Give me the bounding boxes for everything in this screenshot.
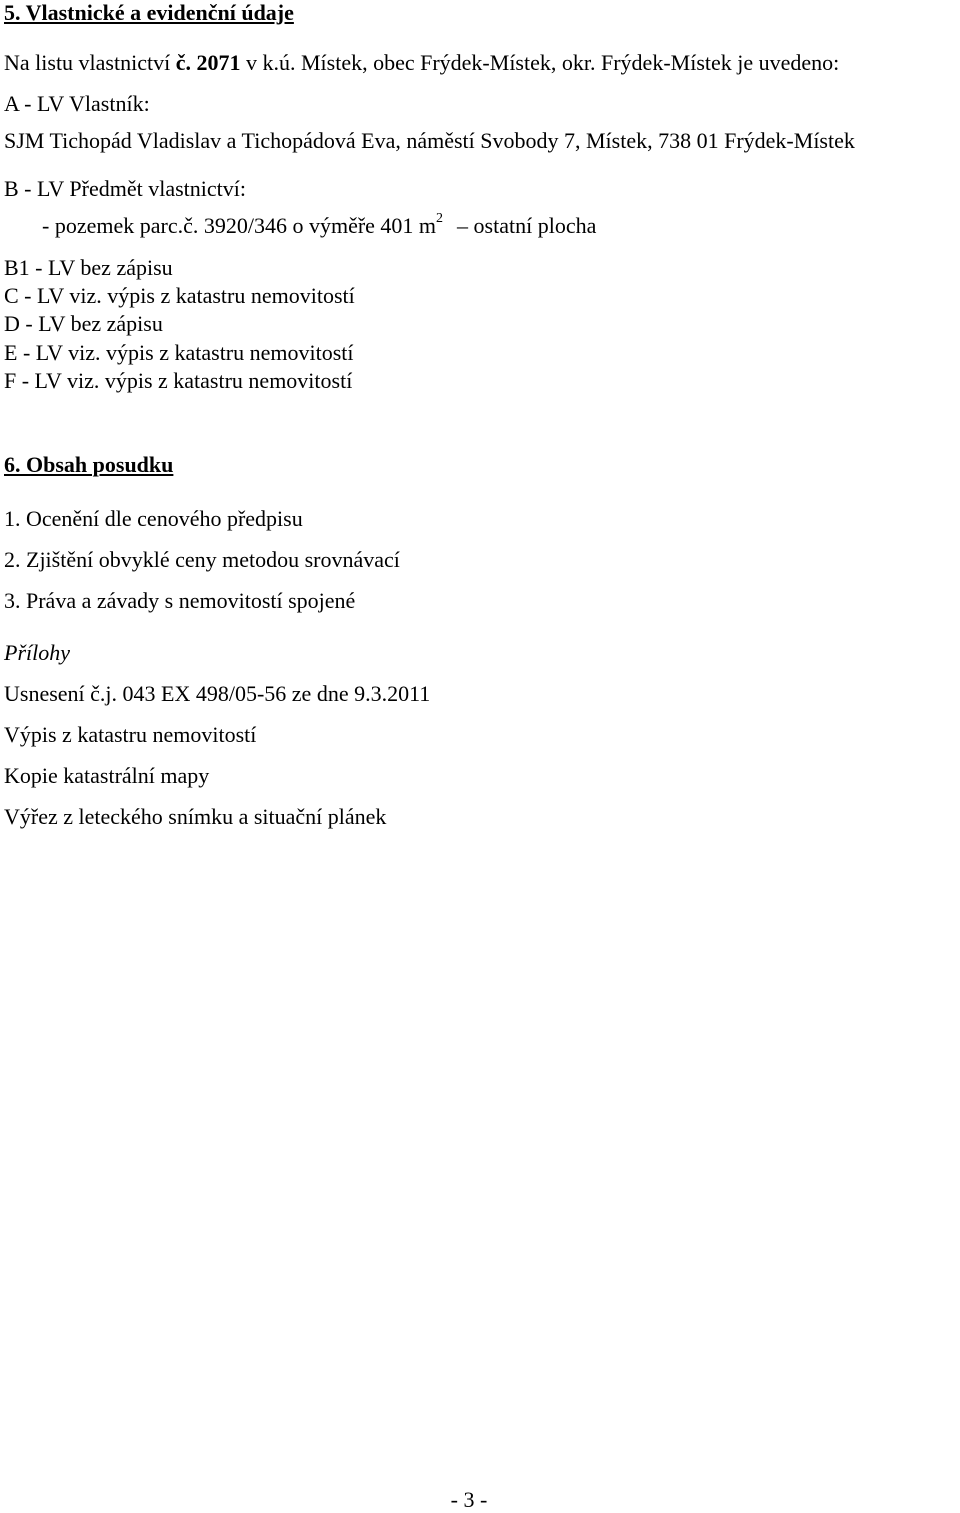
lv-intro	[4, 50, 839, 76]
owner-text: SJM Tichopád Vladislav a Tichopádová Eva, náměstí Svobody 7, Místek, 738 01 Frýdek-Místek	[4, 128, 855, 153]
parcel-dash: –	[457, 213, 469, 238]
lv-number: č. 2071	[175, 50, 241, 75]
lv-b1: B1 - LV bez zápisu	[4, 255, 173, 280]
content-item: 3. Práva a závady s nemovitostí spojené	[4, 588, 356, 613]
content-item: 2. Zjištění obvyklé ceny metodou srovnávací	[4, 547, 400, 572]
section6-heading: 6. Obsah posudku	[4, 452, 174, 477]
lv-f: F - LV viz. výpis z katastru nemovitostí	[4, 368, 353, 393]
lv-d: D - LV bez zápisu	[4, 311, 163, 336]
lv-intro-suffix: v k.ú. Místek, obec Frýdek-Místek, okr. Frýdek-Místek je uvedeno:	[240, 50, 840, 75]
page-number: - 3 -	[450, 1487, 488, 1512]
parcel-type: ostatní plocha	[473, 213, 597, 238]
area-unit-superscript: 2	[436, 211, 444, 226]
attachment-item: Výřez z leteckého snímku a situační plánek	[4, 804, 387, 829]
owner-label: A - LV Vlastník:	[4, 91, 150, 116]
parcel-text: - pozemek parc.č. 3920/346 o výměře 401 m	[42, 213, 437, 238]
subject-label: B - LV Předmět vlastnictví:	[4, 176, 246, 201]
attachment-item: Kopie katastrální mapy	[4, 763, 210, 788]
content-item: 1. Ocenění dle cenového předpisu	[4, 506, 303, 531]
lv-c: C - LV viz. výpis z katastru nemovitostí	[4, 283, 355, 308]
lv-e: E - LV viz. výpis z katastru nemovitostí	[4, 340, 354, 365]
parcel-item	[42, 213, 596, 239]
lv-intro-prefix: Na listu vlastnictví	[4, 50, 176, 75]
section5-heading: 5. Vlastnické a evidenční údaje	[4, 0, 294, 25]
attachment-item: Výpis z katastru nemovitostí	[4, 722, 257, 747]
attachment-item: Usnesení č.j. 043 EX 498/05-56 ze dne 9.3.2011	[4, 681, 431, 706]
attachments-heading: Přílohy	[4, 640, 70, 665]
